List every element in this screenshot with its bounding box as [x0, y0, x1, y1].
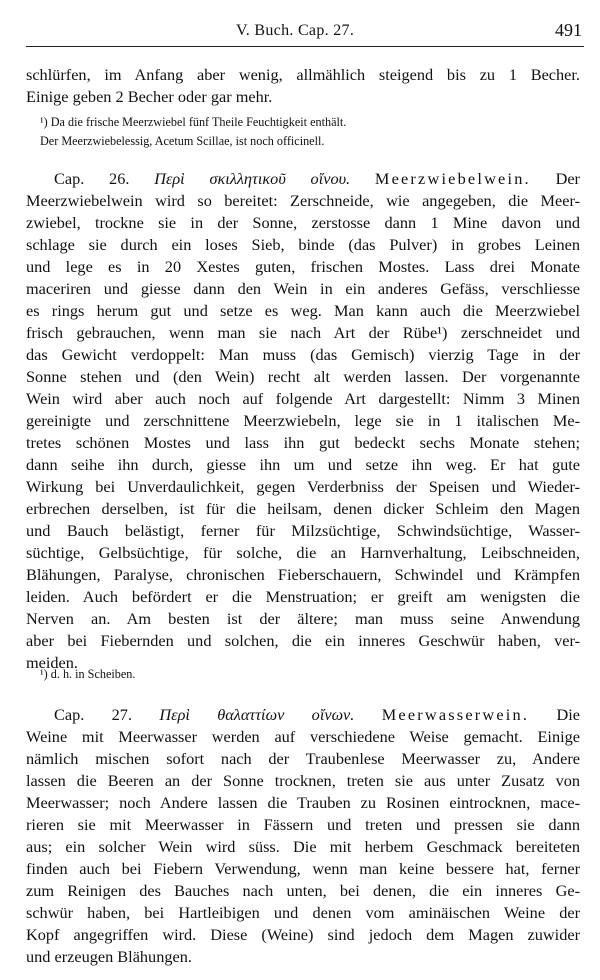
text-line: Meerwasser; noch Andere lassen die Trauben zu Rosinen eintrocknen, mace- [26, 793, 580, 812]
text-line: Sonne stehen und (den Wein) recht alt werden lassen. Der vorgenannte [26, 367, 580, 386]
chapter-first-word: Die [556, 705, 580, 724]
running-head: V. Buch. Cap. 27. [236, 22, 355, 39]
text-line: Meerzwiebelwein wird so bereitet: Zerschneide, wie angegeben, die Meer- [26, 191, 580, 210]
greek-title: Περὶ θαλαττίων οἴνων. [159, 705, 355, 724]
text-line: Blähungen, Paralyse, chronischen Fieberschauern, Schwindel und Krämpfen [26, 565, 580, 584]
text-line: maceriren und giesse dann den Wein in ein anderes Gefäss, verschliesse [26, 279, 580, 298]
text-line: Wein wird aber auch noch auf folgende Art dargestellt: Nimm 3 Minen [26, 389, 580, 408]
text-line: frisch gebrauchen, wenn man sie nach Art der Rübe¹) zerschneidet und [26, 323, 580, 342]
text-line: Kopf angegriffen wird. Diese (Weine) sind jedoch dem Magen zuwider [26, 925, 580, 944]
text-line: und Bauch belästigt, ferner für Milzsüchtige, Schwindsüchtige, Wasser- [26, 521, 580, 540]
text-line: und lege es in 20 Xestes guten, frischen Mostes. Lass drei Monate [26, 257, 580, 276]
chapter-26 [26, 168, 580, 674]
chapter-label: Cap. 26. [54, 169, 130, 188]
footnote-line: ¹) d. h. in Scheiben. [40, 667, 136, 681]
footnote-line: ¹) Da die frische Meerzwiebel fünf Theile Feuchtigkeit enthält. [40, 115, 347, 129]
chapter-27 [26, 704, 580, 968]
text-line: zwiebel, trockne sie in der Sonne, zerstosse dann 1 Mine davon und [26, 213, 580, 232]
text-line: zum Reinigen des Bauches nach unten, bei denen, die ein inneres Ge- [26, 881, 580, 900]
page-number: 491 [555, 20, 582, 40]
greek-title: Περὶ σκιλλητικοῦ οἴνου. [154, 169, 351, 188]
text-line: schlage sie durch ein loses Sieb, binde (das Pulver) in grobes Leinen [26, 235, 580, 254]
text-line: Nerven an. Am besten ist der ältere; man muss seine Anwendung [26, 609, 580, 628]
text-line: dann seihe ihn durch, giesse ihn um und setze ihn weg. Er hat gute [26, 455, 580, 474]
text-line: nämlich mischen sofort nach der Traubenlese Meerwasser zu, Andere [26, 749, 580, 768]
page-header [26, 22, 584, 47]
text-line: lassen die Beeren an der Sonne trocknen, treten sie aus unter Zusatz von [26, 771, 580, 790]
text-line: erbrechen derselben, ist für die heilsam, denen dicker Schleim den Magen [26, 499, 580, 518]
chapter-first-word: Der [555, 169, 580, 188]
text-line: gereinigte und zerschnittene Meerzwiebeln, lege sie in 1 italischen Me- [26, 411, 580, 430]
text-line: leiden. Auch befördert er die Menstruation; er greift am wenigsten die [26, 587, 580, 606]
footnote-line: Der Meerzwiebelessig, Acetum Scillae, ist noch officinell. [40, 134, 325, 148]
text-line: schwür haben, bei Hartleibigen und denen vom aminäischen Weine der [26, 903, 580, 922]
text-line: aber bei Fiebernden und solchen, die ein inneres Geschwür haben, ver- [26, 631, 580, 650]
text-line: Wirkung bei Unverdaulichkeit, gegen Verderbniss der Speisen und Wieder- [26, 477, 580, 496]
text-line: und erzeugen Blähungen. [26, 947, 192, 966]
text-line: süchtige, Gelbsüchtige, für solche, die an Harnverhaltung, Leibschneiden, [26, 543, 580, 562]
text-line: das Gewicht verdoppelt: Man muss (das Gemisch) vierzig Tage in der [26, 345, 580, 364]
chapter-label: Cap. 27. [54, 705, 133, 724]
text-line: meiden. [26, 653, 78, 672]
text-line: finden auch bei Fiebern Verwendung, wenn man keine bessere hat, ferner [26, 859, 580, 878]
footnote-block-1 [26, 113, 580, 151]
text-line: tretes schönen Mostes und lass ihn gut bedeckt sechs Monate stehen; [26, 433, 580, 452]
text-line: schlürfen, im Anfang aber wenig, allmählich steigend bis zu 1 Becher. [26, 65, 580, 84]
text-line: rieren sie mit Meerwasser in Fässern und treten und pressen sie dann [26, 815, 580, 834]
footnote-block-2 [26, 665, 580, 684]
text-line: Einige geben 2 Becher oder gar mehr. [26, 87, 273, 106]
chapter-heading-line [26, 704, 580, 726]
text-line: Weine mit Meerwasser werden auf verschiedene Weise gemacht. Einige [26, 727, 580, 746]
chapter-title: Meerzwiebelwein. [374, 169, 531, 188]
chapter-heading-line [26, 168, 580, 190]
text-line: es rings herum gut und setze es weg. Man kann auch die Meerzwiebel [26, 301, 580, 320]
text-line: aus; ein solcher Wein wird süss. Die mit herbem Geschmack bereiteten [26, 837, 580, 856]
intro-paragraph [26, 64, 580, 108]
chapter-title: Meerwasserwein. [381, 705, 530, 724]
